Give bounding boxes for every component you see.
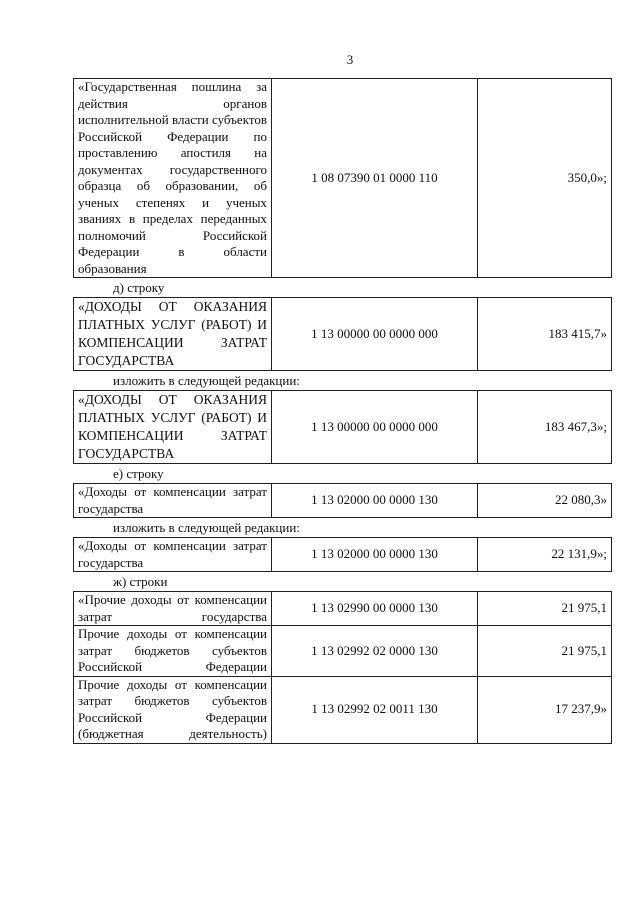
table-row <box>74 676 612 743</box>
table-row <box>74 79 612 278</box>
amount-cell: 21 975,1 <box>478 626 612 677</box>
revenue-name-cell: «ДОХОДЫ ОТ ОКАЗАНИЯ ПЛАТНЫХ УСЛУГ (РАБОТ) И КОМПЕНСАЦИИ ЗАТРАТ ГОСУДАРСТВА <box>74 298 272 371</box>
table-row <box>74 391 612 464</box>
budget-table <box>73 483 612 518</box>
amount-cell: 21 975,1 <box>478 592 612 626</box>
page-number: 3 <box>346 52 354 67</box>
table-row <box>74 538 612 572</box>
amendment-instruction: ж) строки <box>113 574 168 589</box>
budget-code-cell: 1 13 02992 02 0011 130 <box>272 676 478 743</box>
budget-table <box>73 591 612 744</box>
budget-table <box>73 537 612 572</box>
amendment-instruction: изложить в следующей редакции: <box>113 373 300 388</box>
budget-table <box>73 390 612 464</box>
budget-code-cell: 1 13 00000 00 0000 000 <box>272 298 478 371</box>
budget-code-cell: 1 08 07390 01 0000 110 <box>272 79 478 278</box>
budget-table <box>73 78 612 278</box>
revenue-name-cell: Прочие доходы от компенсации затрат бюджетов субъектов Российской Федерации (бюджетная деятельность) <box>74 676 272 743</box>
document-body <box>73 78 611 744</box>
amount-cell: 183 415,7» <box>478 298 612 371</box>
budget-table <box>73 297 612 371</box>
budget-code-cell: 1 13 00000 00 0000 000 <box>272 391 478 464</box>
amendment-instruction: изложить в следующей редакции: <box>113 520 300 535</box>
budget-code-cell: 1 13 02000 00 0000 130 <box>272 484 478 518</box>
amount-cell: 183 467,3»; <box>478 391 612 464</box>
table-row <box>74 484 612 518</box>
revenue-name-cell: «Доходы от компенсации затрат государства <box>74 538 272 572</box>
amendment-instruction: д) строку <box>113 280 165 295</box>
amount-cell: 22 131,9»; <box>478 538 612 572</box>
table-row <box>74 592 612 626</box>
amount-cell: 350,0»; <box>478 79 612 278</box>
budget-code-cell: 1 13 02990 00 0000 130 <box>272 592 478 626</box>
revenue-name-cell: «Доходы от компенсации затрат государства <box>74 484 272 518</box>
revenue-name-cell: Прочие доходы от компенсации затрат бюджетов субъектов Российской Федерации <box>74 626 272 677</box>
amendment-instruction: е) строку <box>113 466 164 481</box>
amount-cell: 17 237,9» <box>478 676 612 743</box>
amount-cell: 22 080,3» <box>478 484 612 518</box>
revenue-name-cell: «Прочие доходы от компенсации затрат государства <box>74 592 272 626</box>
revenue-name-cell: «ДОХОДЫ ОТ ОКАЗАНИЯ ПЛАТНЫХ УСЛУГ (РАБОТ) И КОМПЕНСАЦИИ ЗАТРАТ ГОСУДАРСТВА <box>74 391 272 464</box>
table-row <box>74 626 612 677</box>
budget-code-cell: 1 13 02992 02 0000 130 <box>272 626 478 677</box>
budget-code-cell: 1 13 02000 00 0000 130 <box>272 538 478 572</box>
revenue-name-cell: «Государственная пошлина за действия органов исполнительной власти субъектов Российской Федерации по проставлению апостиля на документах государственного образца об образовании, об ученых степенях и ученых званиях в пределах переданных полномочий Российской Федерации в области образования <box>74 79 272 278</box>
table-row <box>74 298 612 371</box>
